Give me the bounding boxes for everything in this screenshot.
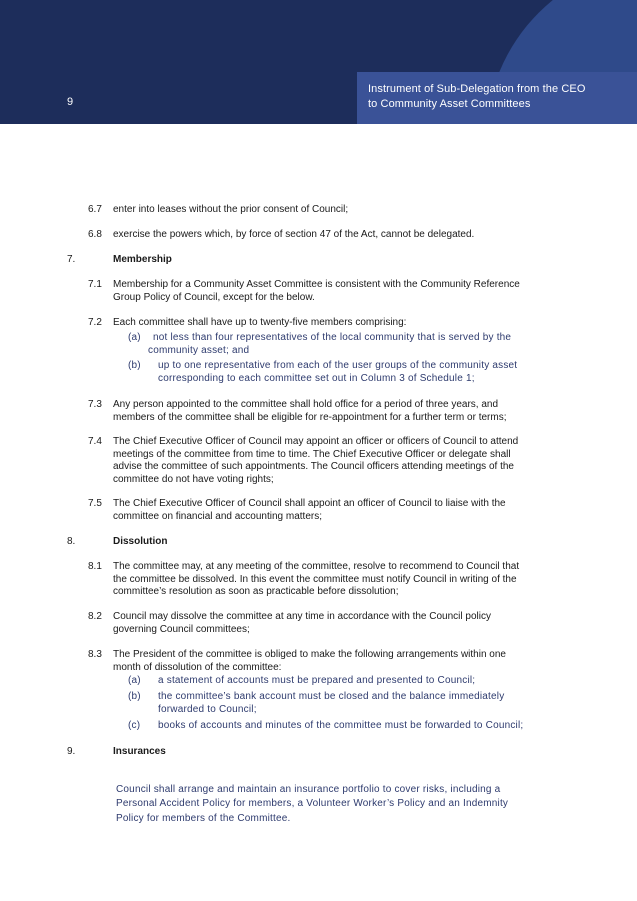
clause-line: governing Council committees; (113, 623, 250, 635)
sub-item-text: not less than four representatives of the local community that is served by the (153, 332, 512, 343)
clause-number: 7.4 (88, 436, 102, 447)
clause-line: Membership for a Community Asset Committee is consistent with the Community Reference (113, 279, 520, 290)
clause-line: The Chief Executive Officer of Council shall appoint an officer of Council to liaise with the (113, 498, 506, 509)
sub-item-text (158, 691, 504, 716)
section-number: 8. (67, 536, 76, 547)
clause-line: Council may dissolve the committee at any time in accordance with the Council policy (113, 611, 491, 622)
page-header (0, 0, 637, 124)
document-title-line: Instrument of Sub-Delegation from the CEO (368, 83, 586, 95)
clause-line: members of the committee shall be eligible for re-appointment for a further term or terms; (113, 411, 507, 423)
sub-item-line: forwarded to Council; (158, 703, 257, 715)
sub-item-label: (c) (128, 720, 141, 731)
document-title-line: to Community Asset Committees (368, 98, 531, 110)
page-number: 9 (67, 96, 74, 108)
sub-item-text: books of accounts and minutes of the committee must be forwarded to Council; (158, 720, 524, 731)
clause-number: 8.3 (88, 649, 102, 660)
document-title (368, 82, 630, 112)
insurance-paragraph (116, 783, 508, 826)
sub-item-label: (b) (128, 691, 141, 702)
clause-text: exercise the powers which, by force of section 47 of the Act, cannot be delegated. (113, 229, 475, 240)
clause-line: meetings of the committee from time to time. The Chief Executive Officer or delegate shall (113, 448, 511, 460)
section-number: 9. (67, 746, 76, 757)
clause-text (113, 399, 507, 424)
clause-line: month of dissolution of the committee: (113, 661, 282, 673)
paragraph-line: Policy for members of the Committee. (116, 812, 291, 824)
clause-text (113, 279, 520, 304)
clause-text (113, 561, 519, 599)
clause-text (113, 611, 491, 636)
clause-line: committee’s resolution as soon as practicable before dissolution; (113, 586, 399, 598)
clause-line: committee on financial and accounting matters; (113, 510, 322, 522)
clause-number: 6.7 (88, 204, 102, 215)
clause-number: 7.1 (88, 279, 102, 290)
clause-line: advise the committee of such appointments. The Council officers attending meetings of the (113, 461, 514, 473)
clause-line: Group Policy of Council, except for the below. (113, 291, 315, 303)
sub-item-line: the committee’s bank account must be closed and the balance immediately (158, 691, 505, 702)
clause-line: committee do not have voting rights; (113, 473, 274, 485)
sub-item-line: corresponding to each committee set out in Column 3 of Schedule 1; (158, 372, 475, 384)
clause-number: 7.2 (88, 317, 102, 328)
paragraph-line: Council shall arrange and maintain an insurance portfolio to cover risks, including a (116, 784, 501, 795)
paragraph-line: Personal Accident Policy for members, a Volunteer Worker’s Policy and an Indemnity (116, 798, 509, 810)
sub-item-label: (b) (128, 360, 141, 371)
clause-text: enter into leases without the prior consent of Council; (113, 204, 349, 215)
clause-text (113, 436, 518, 486)
clause-text (113, 498, 506, 523)
clause-number: 8.2 (88, 611, 102, 622)
clause-line: The committee may, at any meeting of the committee, resolve to recommend to Council that (113, 561, 520, 572)
section-heading: Insurances (113, 746, 166, 757)
clause-number: 7.5 (88, 498, 102, 509)
clause-text: Each committee shall have up to twenty-five members comprising: (113, 317, 407, 328)
sub-item-label: (a) (128, 675, 141, 686)
sub-item-text: community asset; and (148, 345, 250, 356)
clause-line: The Chief Executive Officer of Council may appoint an officer or officers of Council to attend (113, 436, 519, 447)
section-number: 7. (67, 254, 76, 265)
clause-text (113, 649, 506, 674)
sub-item-text: a statement of accounts must be prepared and presented to Council; (158, 675, 476, 686)
sub-item-text (158, 360, 517, 385)
clause-number: 7.3 (88, 399, 102, 410)
section-heading: Dissolution (113, 536, 168, 547)
clause-line: the committee be dissolved. In this event the committee must notify Council in writing of the (113, 573, 517, 585)
clause-line: The President of the committee is obliged to make the following arrangements within one (113, 649, 506, 660)
clause-line: Any person appointed to the committee shall hold office for a period of three years, and (113, 399, 499, 410)
section-heading: Membership (113, 254, 172, 265)
sub-item-label: (a) (128, 332, 141, 343)
sub-item-line: up to one representative from each of the user groups of the community asset (158, 360, 518, 371)
clause-number: 8.1 (88, 561, 102, 572)
clause-number: 6.8 (88, 229, 102, 240)
